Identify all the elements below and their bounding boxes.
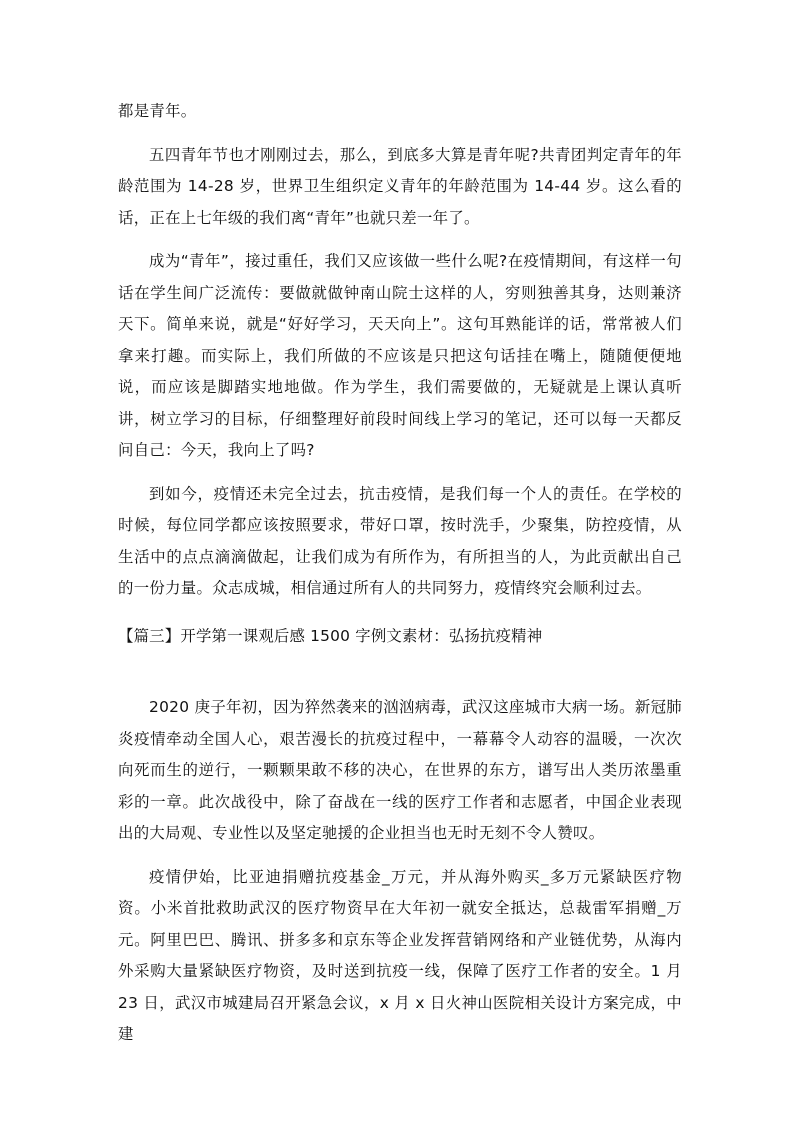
paragraph-wuhan-2020: 2020 庚子年初，因为猝然袭来的汹汹病毒，武汉这座城市大病一场。新冠肺炎疫情牵动全国人心，艰苦漫长的抗疫过程中，一幕幕令人动容的温暖，一次次向死而生的逆行，一颗颗果敢不移的决心，在世界的东方，谱写出人类历浓墨重彩的一章。此次战役中，除了奋战在一线的医疗工作者和志愿者，中国企业表现出的大局观、专业性以及坚定驰援的企业担当也无时无刻不令人赞叹。 [118,698,682,842]
paragraph-epidemic-duty: 到如今，疫情还未完全过去，抗击疫情，是我们每一个人的责任。在学校的时候，每位同学都应该按照要求，带好口罩，按时洗手，少聚集，防控疫情，从生活中的点点滴滴做起，让我们成为有所作为，有所担当的人，为此贡献出自己的一份力量。众志成城，相信通过所有人的共同努力，疫情终究会顺利过去。 [118,484,682,597]
paragraph-youth-age: 五四青年节也才刚刚过去，那么，到底多大算是青年呢?共青团判定青年的年龄范围为 14-28 岁，世界卫生组织定义青年的年龄范围为 14-44 岁。这么看的话，正在上七年级的我们离“青年”也就只差一年了。 [118,145,682,227]
document-body [118,96,682,1051]
section-heading: 【篇三】开学第一课观后感 1500 字例文素材：弘扬抗疫精神 [118,626,543,645]
paragraph-youth-responsibility: 成为“青年”，接过重任，我们又应该做一些什么呢?在疫情期间，有这样一句话在学生间广泛流传：要做就做钟南山院士这样的人，穷则独善其身，达则兼济天下。简单来说，就是“好好学习，天天向上”。这句耳熟能详的话，常常被人们拿来打趣。而实际上，我们所做的不应该是只把这句话挂在嘴上，随随便便地说，而应该是脚踏实地地做。作为学生，我们需要做的，无疑就是上课认真听讲，树立学习的目标，仔细整理好前段时间线上学习的笔记，还可以每一天都反问自己：今天，我向上了吗? [118,252,682,459]
paragraph-enterprise-donations: 疫情伊始，比亚迪捐赠抗疫基金_万元，并从海外购买_多万元紧缺医疗物资。小米首批救助武汉的医疗物资早在大年初一就安全抵达，总裁雷军捐赠_万元。阿里巴巴、腾讯、拼多多和京东等企业发挥营销网络和产业链优势，从海内外采购大量紧缺医疗物资，及时送到抗疫一线，保障了医疗工作者的安全。1 月 23 日，武汉市城建局召开紧急会议，x 月 x 日火神山医院相关设计方案完成，中建 [118,867,682,1043]
paragraph-continuation: 都是青年。 [118,102,197,120]
